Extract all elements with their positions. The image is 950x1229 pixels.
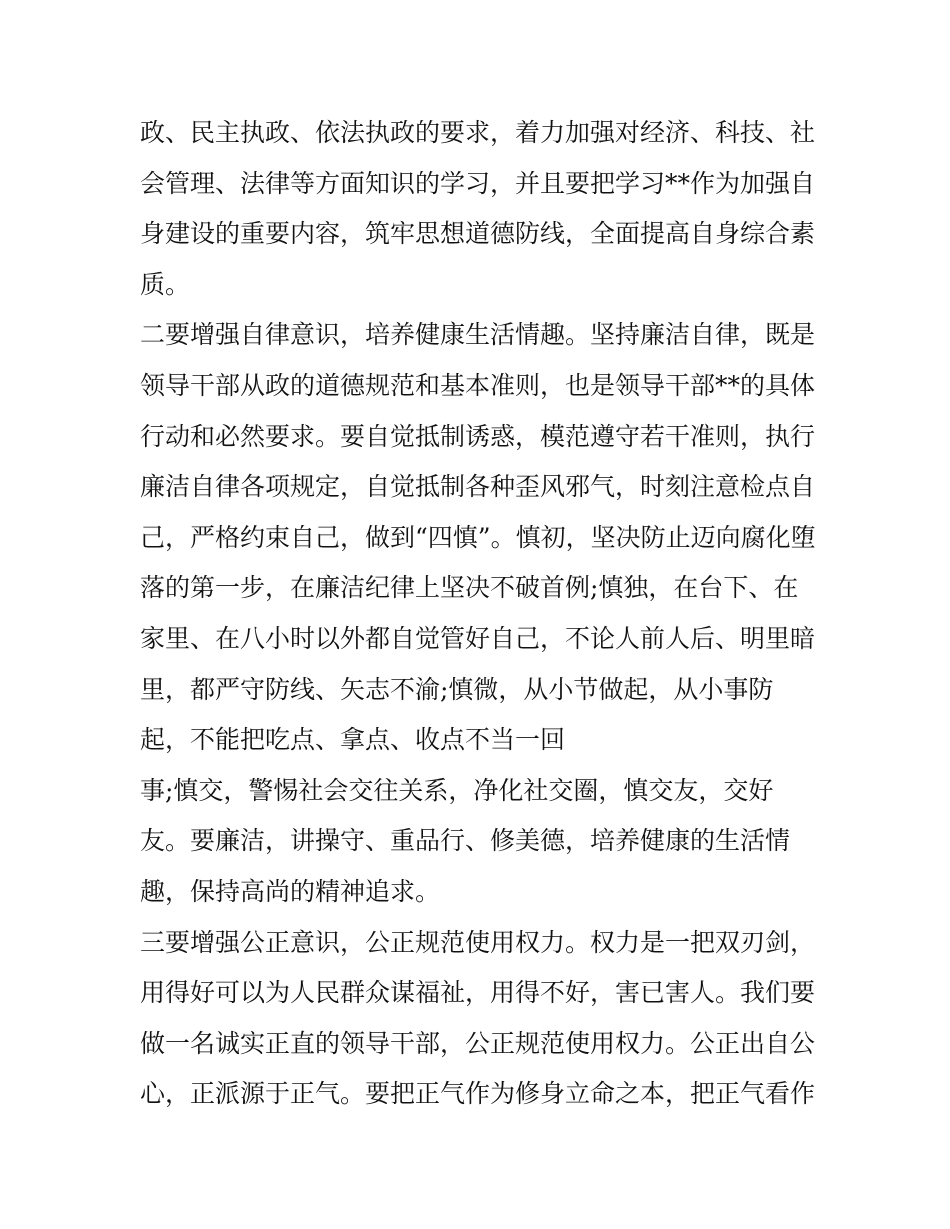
text-line: 廉洁自律各项规定，自觉抵制各种歪风邪气，时刻注意检点自 xyxy=(140,472,816,502)
text-line: 心，正派源于正气。要把正气作为修身立命之本，把正气看作 xyxy=(140,1079,816,1109)
text-line: 行动和必然要求。要自觉抵制诱惑，模范遵守若干准则，执行 xyxy=(140,421,816,451)
text-line: 身建设的重要内容，筑牢思想道德防线，全面提高自身综合素 xyxy=(140,219,816,249)
document-body xyxy=(140,108,820,1120)
text-line: 做一名诚实正直的领导干部，公正规范使用权力。公正出自公 xyxy=(140,1028,816,1058)
text-line: 质。 xyxy=(140,269,191,299)
text-line: 二要增强自律意识，培养健康生活情趣。坚持廉洁自律，既是 xyxy=(140,320,816,350)
text-line: 会管理、法律等方面知识的学习，并且要把学习**作为加强自 xyxy=(140,168,816,198)
text-line: 领导干部从政的道德规范和基本准则，也是领导干部**的具体 xyxy=(140,370,816,400)
text-line: 己，严格约束自己，做到“四慎”。慎初，坚决防止迈向腐化堕 xyxy=(140,522,816,552)
text-line: 政、民主执政、依法执政的要求，着力加强对经济、科技、社 xyxy=(140,118,816,147)
text-line: 里，都严守防线、矢志不渝;慎微，从小节做起，从小事防 xyxy=(140,674,774,704)
text-line: 家里、在八小时以外都自觉管好自己，不论人前人后、明里暗 xyxy=(140,623,816,653)
text-line: 落的第一步，在廉洁纪律上坚决不破首例;慎独，在台下、在 xyxy=(140,573,799,603)
text-line: 趣，保持高尚的精神追求。 xyxy=(140,876,441,906)
text-line: 友。要廉洁，讲操守、重品行、修美德，培养健康的生活情 xyxy=(140,826,791,856)
text-line: 用得好可以为人民群众谋福祉，用得不好，害已害人。我们要 xyxy=(140,978,816,1008)
text-line: 三要增强公正意识，公正规范使用权力。权力是一把双刃剑， xyxy=(140,927,816,957)
text-line: 事;慎交，警惕社会交往关系，净化社交圈，慎交友，交好 xyxy=(140,775,774,805)
text-line: 起，不能把吃点、拿点、收点不当一回 xyxy=(140,725,566,755)
